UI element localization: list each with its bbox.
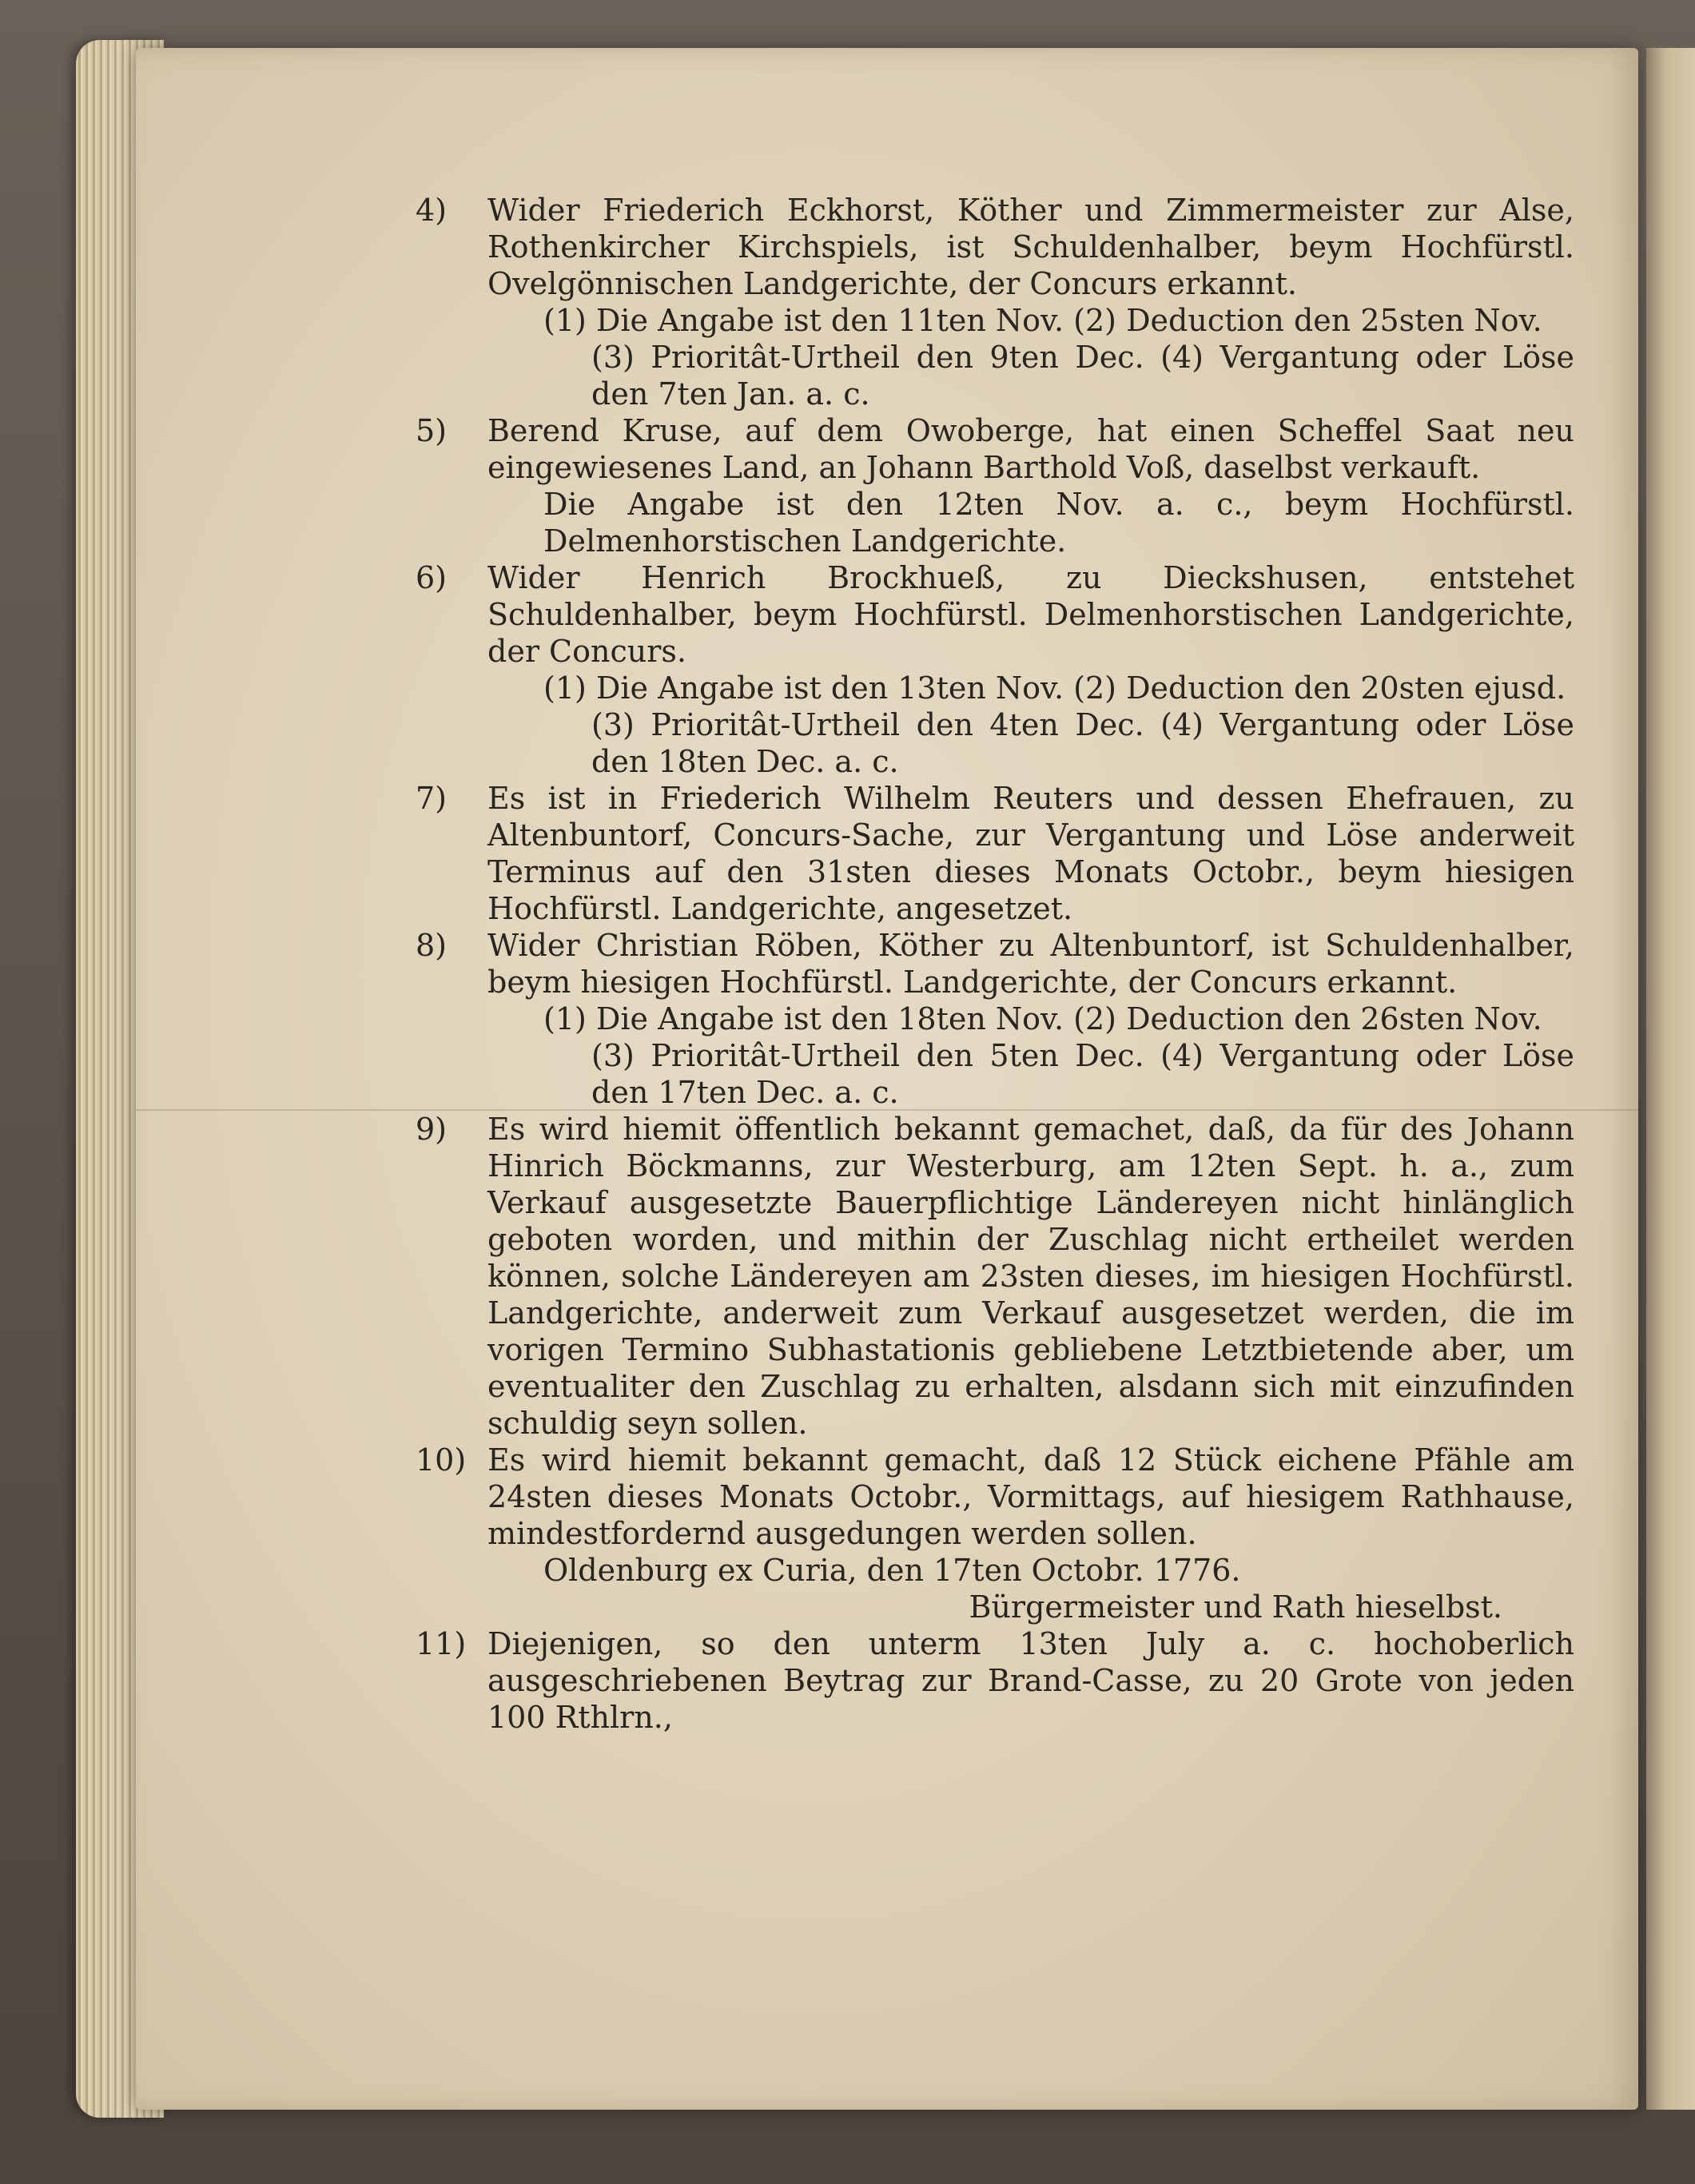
entry-text: Es wird hiemit bekannt gemacht, daß 12 Stück eichene Pfähle am 24sten dieses Monats Octobr., Vormittags, auf hiesigem Rathhause, mindestfordernd ausgedungen werden sollen.	[487, 1442, 1574, 1551]
entry-subline: (1) Die Angabe ist den 13ten Nov. (2) Deduction den 20sten ejusd.	[543, 670, 1566, 706]
signature-place-date: Oldenburg ex Curia, den 17ten Octobr. 1776.	[543, 1553, 1241, 1588]
entry-subline: (3) Prioritât-Urtheil den 9ten Dec. (4) Vergantung oder Löse den 7ten Jan. a. c.	[591, 340, 1574, 412]
entry-number: 10)	[416, 1442, 467, 1478]
facing-page-edge	[1646, 48, 1695, 2110]
entry-subline: (1) Die Angabe ist den 11ten Nov. (2) Deduction den 25sten Nov.	[543, 303, 1542, 338]
signature-authority: Bürgermeister und Rath hieselbst.	[969, 1589, 1502, 1625]
entry-5	[416, 412, 1574, 559]
entry-text: Es wird hiemit öffentlich bekannt gemachet, daß, da für des Johann Hinrich Böckmanns, zur Westerburg, am 12ten Sept. h. a., zum Verkauf ausgesetzte Bauerpflichtige Ländereyen nicht hinlänglich geboten worden, und mithin der Zuschlag nicht ertheilet werden können, solche Ländereyen am 23sten dieses, im hiesigen Hochfürstl. Landgerichte, anderweit zum Verkauf ausgesetzet werden, die im vorigen Termino Subhastationis gebliebene Letztbietende aber, um eventualiter den Zuschlag zu erhalten, alsdann sich mit einzufinden schuldig seyn sollen.	[487, 1112, 1574, 1441]
entry-number: 4)	[416, 193, 448, 228]
entry-9	[416, 1111, 1574, 1442]
entry-subline: (3) Prioritât-Urtheil den 4ten Dec. (4) Vergantung oder Löse den 18ten Dec. a. c.	[591, 707, 1574, 779]
entry-7	[416, 780, 1574, 927]
entry-subline: (3) Prioritât-Urtheil den 5ten Dec. (4) Vergantung oder Löse den 17ten Dec. a. c.	[591, 1038, 1574, 1110]
entry-number: 9)	[416, 1112, 448, 1147]
entry-subline: (1) Die Angabe ist den 18ten Nov. (2) Deduction den 26sten Nov.	[543, 1001, 1542, 1036]
entry-subline: Die Angabe ist den 12ten Nov. a. c., beym Hochfürstl. Delmenhorstischen Landgerichte.	[543, 487, 1574, 559]
entry-number: 6)	[416, 560, 448, 595]
entry-text: Berend Kruse, auf dem Owoberge, hat einen Scheffel Saat neu eingewiesenes Land, an Johann Barthold Voß, daselbst verkauft.	[487, 413, 1574, 485]
entry-4	[416, 192, 1574, 412]
entry-6	[416, 559, 1574, 780]
entry-text: Wider Christian Röben, Köther zu Altenbuntorf, ist Schuldenhalber, beym hiesigen Hochfürstl. Landgerichte, der Concurs erkannt.	[487, 928, 1574, 1000]
entry-number: 7)	[416, 781, 448, 816]
entry-text: Es ist in Friederich Wilhelm Reuters und dessen Ehefrauen, zu Altenbuntorf, Concurs-Sache, zur Vergantung und Löse anderweit Terminus auf den 31sten dieses Monats Octobr., beym hiesigen Hochfürstl. Landgerichte, angesetzet.	[487, 781, 1574, 926]
entry-text: Wider Henrich Brockhueß, zu Dieckshusen, entstehet Schuldenhalber, beym Hochfürstl. Delmenhorstischen Landgerichte, der Concurs.	[487, 560, 1574, 669]
entry-11	[416, 1625, 1574, 1736]
entry-text: Diejenigen, so den unterm 13ten July a. c. hochoberlich ausgeschriebenen Beytrag zur Brand-Casse, zu 20 Grote von jeden 100 Rthlrn.,	[487, 1626, 1574, 1735]
entry-8	[416, 927, 1574, 1111]
entry-text: Wider Friederich Eckhorst, Köther und Zimmermeister zur Alse, Rothenkircher Kirchspiels, ist Schuldenhalber, beym Hochfürstl. Ovelgönnischen Landgerichte, der Concurs erkannt.	[487, 193, 1574, 301]
entry-number: 8)	[416, 928, 448, 963]
document-text	[416, 192, 1574, 1736]
entry-number: 5)	[416, 413, 448, 448]
entry-number: 11)	[416, 1626, 467, 1661]
entry-10	[416, 1442, 1574, 1552]
